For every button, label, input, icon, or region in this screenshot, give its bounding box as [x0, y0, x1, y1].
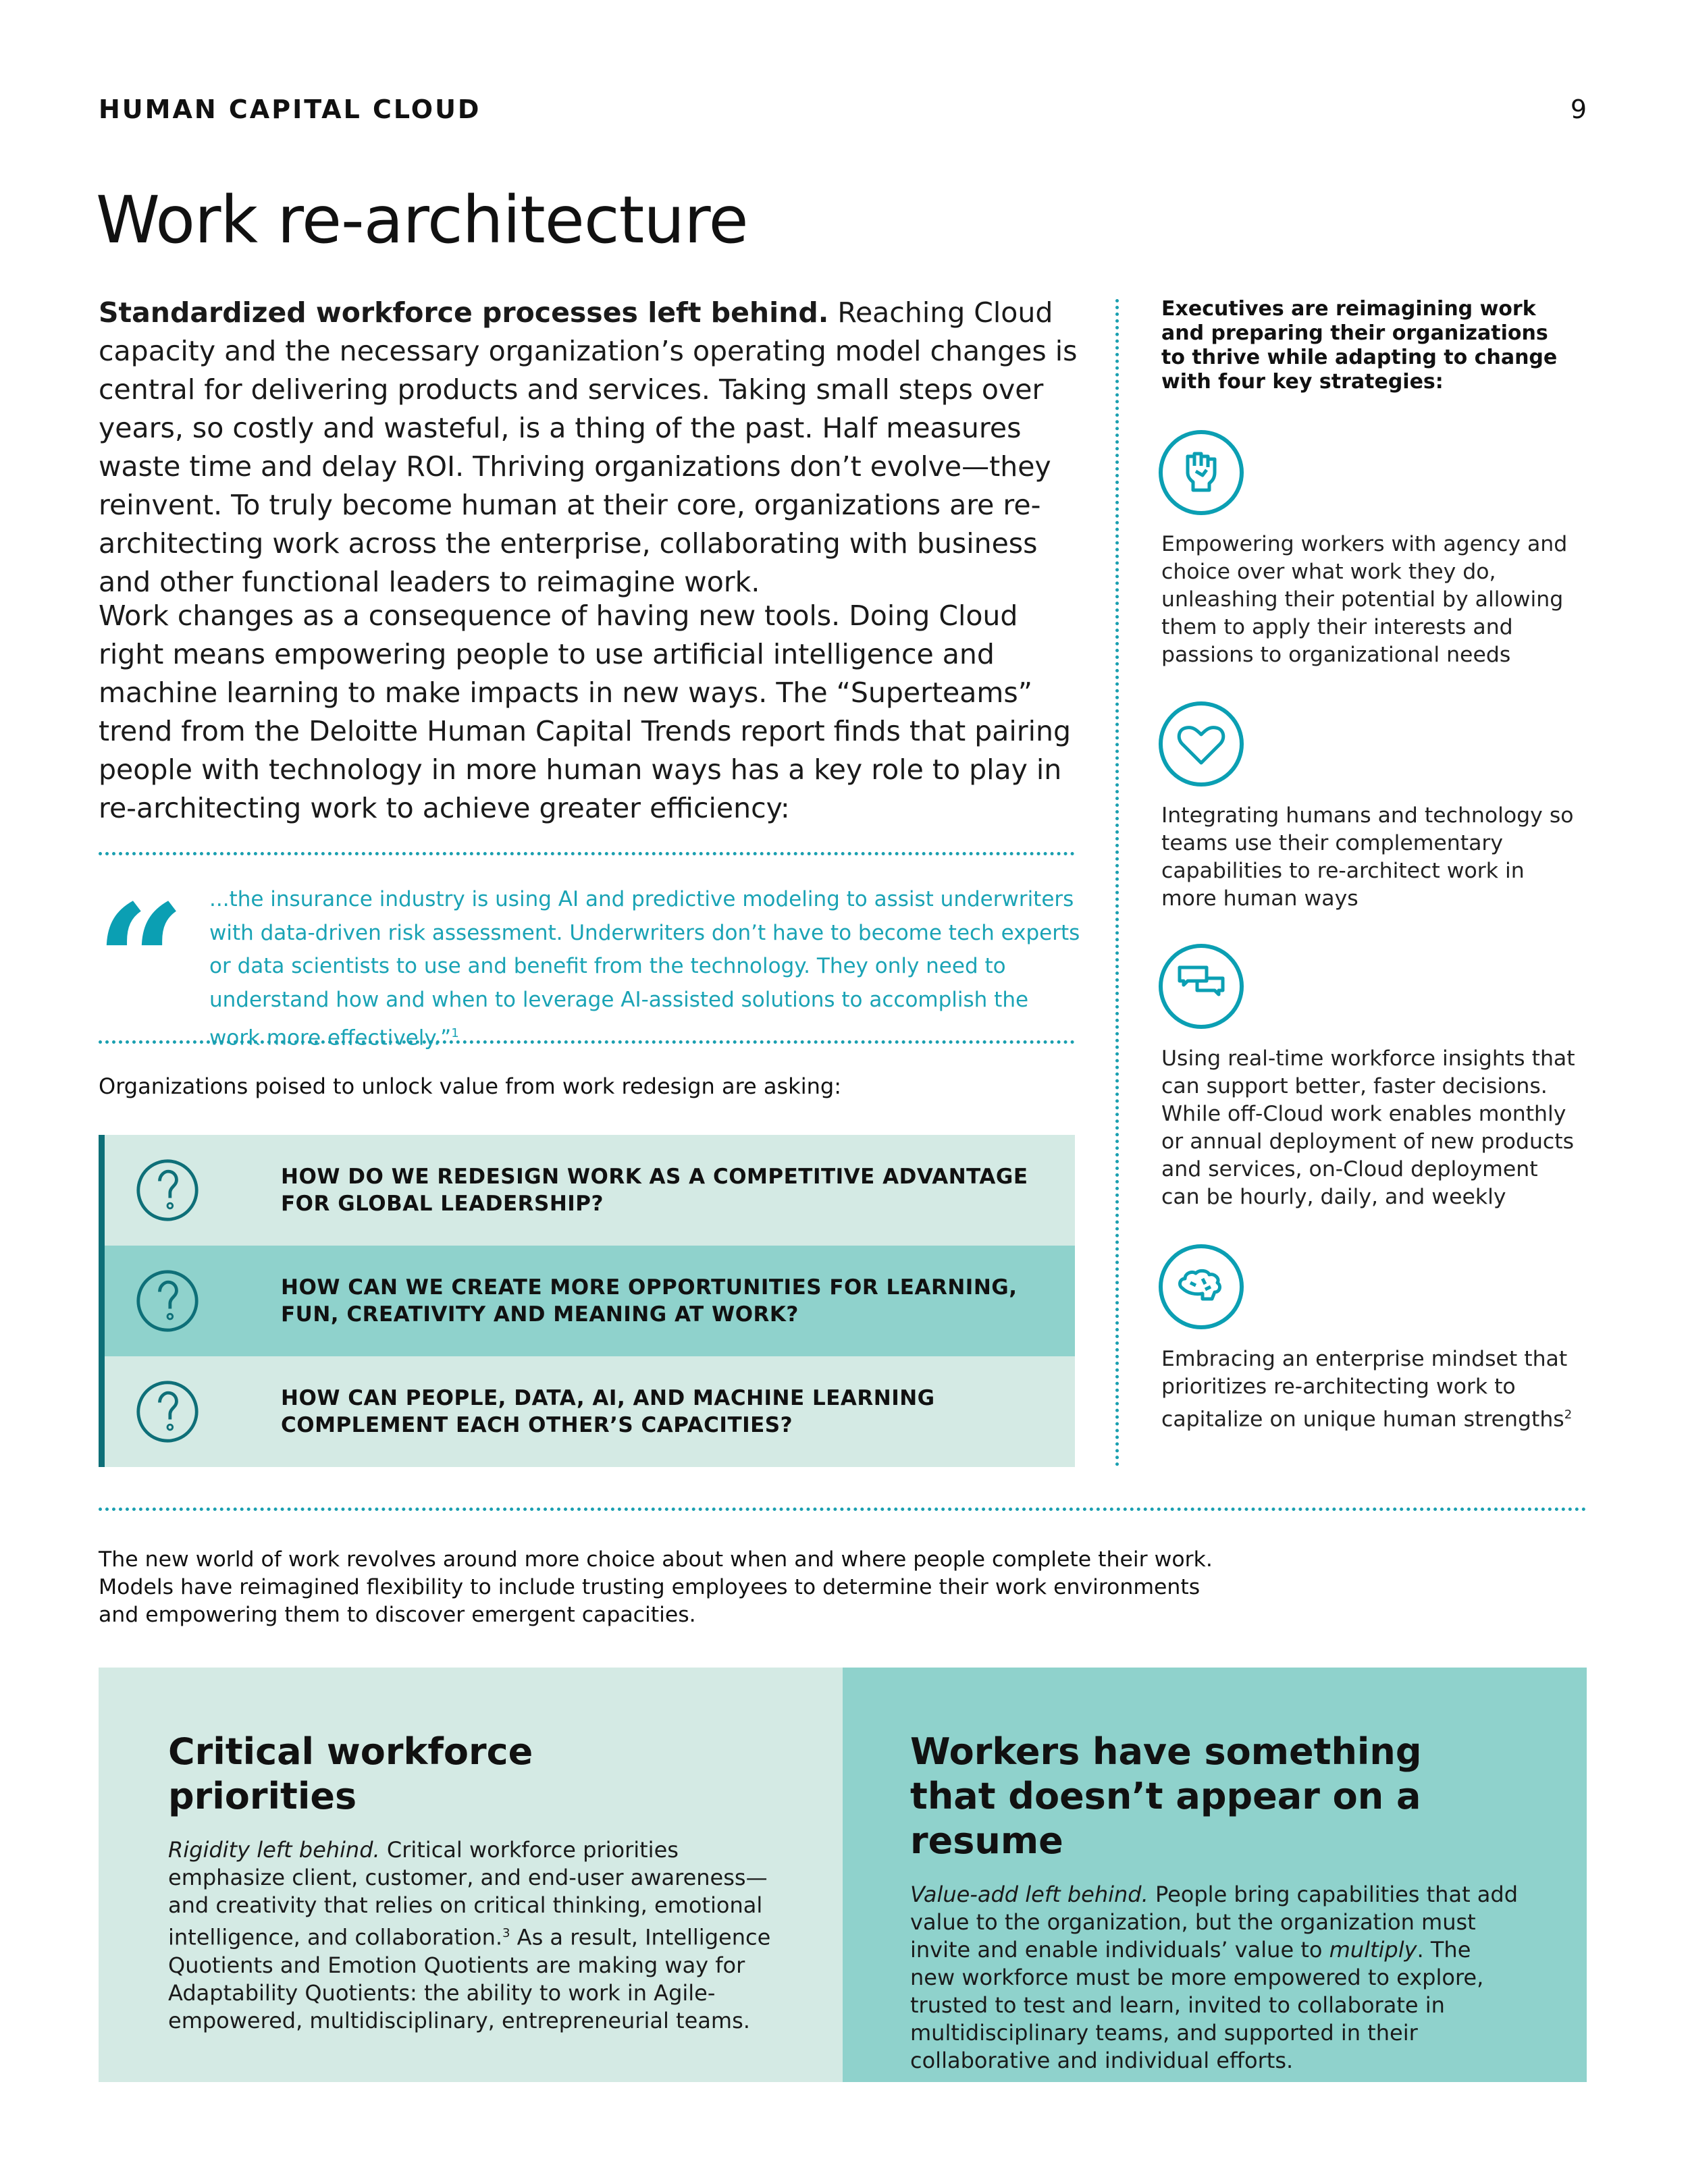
- footnote-ref: 2: [1564, 1408, 1573, 1422]
- section-header: HUMAN CAPITAL CLOUD: [99, 95, 481, 124]
- box-text-2: . The new workforce must be more empowered to explore, trusted to test and learn, invited to collaborate in multidisciplinary teams, and supported in their collaborative and individual efforts.: [910, 1937, 1484, 2073]
- asking-intro: Organizations poised to unlock value from work redesign are asking:: [99, 1073, 841, 1099]
- question-icon: [135, 1269, 200, 1333]
- question-text: HOW DO WE REDESIGN WORK AS A COMPETITIVE ADVANTAGE FOR GLOBAL LEADERSHIP?: [281, 1165, 1028, 1216]
- sidebar-heading: Executives are reimagining work and preparing their organizations to thrive while adapting to change with four key strategies:: [1161, 297, 1558, 394]
- new-world-paragraph: The new world of work revolves around more choice about when and where people complete their work. Models have reimagined flexibility to include trusting employees to determine their work environments and empowering them to discover emergent capacities.: [99, 1547, 1213, 1627]
- question-text: HOW CAN PEOPLE, DATA, AI, AND MACHINE LEARNING COMPLEMENT EACH OTHER’S CAPACITIES?: [281, 1386, 935, 1437]
- chat-bubbles-icon: [1158, 943, 1244, 1030]
- box-lead: Value-add left behind.: [910, 1882, 1149, 1907]
- question-row: [99, 1356, 1075, 1467]
- question-icon: [135, 1379, 200, 1444]
- box-lead: Rigidity left behind.: [168, 1837, 380, 1863]
- strategy-text-1: Empowering workers with agency and choice over what work they do, unleashing their potential by allowing them to apply their interests and passions to organizational needs: [1161, 532, 1568, 667]
- question-row: [99, 1246, 1075, 1356]
- resume-box: [843, 1668, 1587, 2082]
- box-emphasis: multiply: [1329, 1937, 1417, 1963]
- critical-priorities-box: [99, 1668, 843, 2082]
- footnote-ref: 1: [451, 1026, 459, 1040]
- fist-icon: [1158, 429, 1244, 516]
- divider: [99, 852, 1075, 855]
- quote-text: ...the insurance industry is using AI and predictive modeling to assist underwriters with data-driven risk assessment. Underwriters don’t have to become tech experts or data scientists to use and benefit from the technology. They only need to understand how and when to leverage AI-assisted solutions to accomplish the work more effectively.”: [209, 887, 1080, 1050]
- brain-icon: [1158, 1244, 1244, 1330]
- pull-quote: [209, 883, 1080, 1055]
- page-title: Work re-architecture: [96, 182, 748, 258]
- intro-paragraph-1: [99, 294, 1091, 602]
- question-icon: [135, 1158, 200, 1223]
- heart-icon: [1158, 701, 1244, 787]
- strategy-text-2: Integrating humans and technology so teams use their complementary capabilities to re-architect work in more human ways: [1161, 803, 1574, 911]
- strategy-text: Embracing an enterprise mindset that prioritizes re-architecting work to capitalize on unique human strengths: [1161, 1347, 1568, 1432]
- question-text: HOW CAN WE CREATE MORE OPPORTUNITIES FOR LEARNING, FUN, CREATIVITY AND MEANING AT WORK?: [281, 1275, 1018, 1327]
- box-text-1: Critical workforce priorities emphasize client, customer, and end-user awareness—and creativity that relies on critical thinking, emotional intelligence, and collaboration.: [168, 1837, 768, 1950]
- box-text-2: As a result, Intelligence Quotients and Emotion Quotients are making way for Adaptability Quotients: the ability to work in Agile-empowered, multidisciplinary, entrepreneurial teams.: [168, 1924, 771, 2033]
- question-row: [99, 1135, 1075, 1246]
- column-divider: [1115, 299, 1119, 1467]
- strategy-text-3: Using real-time workforce insights that can support better, faster decisions. While off-Cloud work enables monthly or annual deployment of new products and services, on-Cloud deployment can be hourly, daily, and weekly: [1161, 1046, 1575, 1209]
- box-title: Critical workforce priorities: [168, 1730, 533, 1817]
- page-number: 9: [1570, 95, 1587, 124]
- footnote-ref: 3: [502, 1926, 510, 1940]
- quote-mark-icon: “: [96, 871, 186, 1053]
- box-text: [168, 1836, 775, 2035]
- divider: [99, 1508, 1587, 1511]
- box-text: [910, 1881, 1519, 2075]
- box-title: Workers have something that doesn’t appear on a resume: [910, 1730, 1422, 1862]
- intro-text: Reaching Cloud capacity and the necessary organization’s operating model changes is central for delivering products and services. Taking small steps over years, so costly and wasteful, is a thing of the past. Half measures waste time and delay ROI. Thriving organizations don’t evolve—they reinvent. To truly become human at their core, organizations are re-architecting work across the enterprise, collaborating with business and other functional leaders to reimagine work.: [99, 296, 1078, 598]
- intro-lead: Standardized workforce processes left behind.: [99, 296, 829, 329]
- strategy-text-4: [1161, 1346, 1580, 1434]
- box-text-1: People bring capabilities that add value to the organization, but the organization must invite and enable individuals’ value to: [910, 1882, 1519, 1963]
- intro-paragraph-2: Work changes as a consequence of having new tools. Doing Cloud right means empowering people to use artificial intelligence and machine learning to make impacts in new ways. The “Superteams” trend from the Deloitte Human Capital Trends report finds that pairing people with technology in more human ways has a key role to play in re-architecting work to achieve greater efficiency:: [99, 600, 1072, 824]
- divider: [99, 1040, 1075, 1044]
